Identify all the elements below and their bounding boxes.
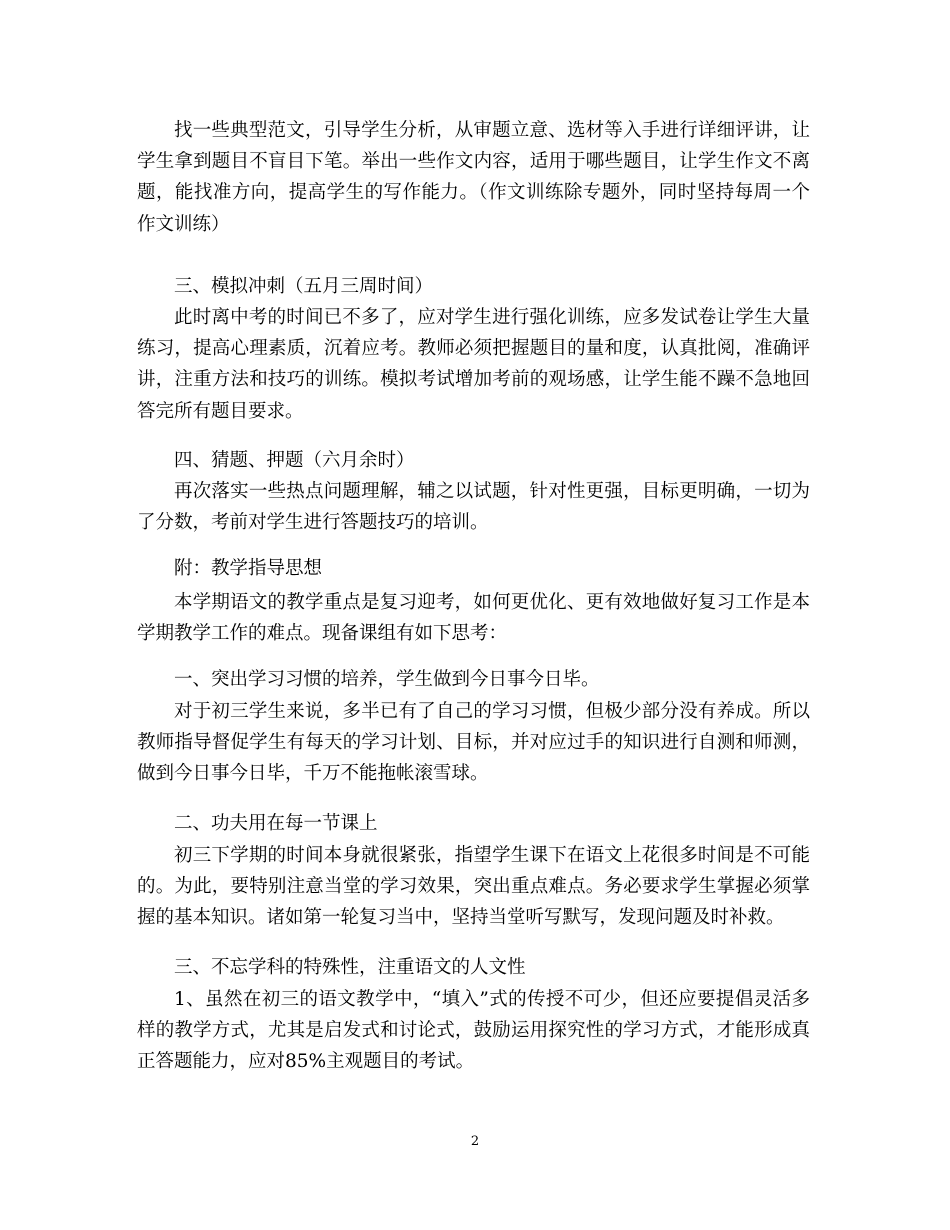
paragraph-teaching-methods: 1、虽然在初三的语文教学中，“填入”式的传授不可少，但还应要提倡灵活多样的教学方式，尤其是启发式和讨论式，鼓励运用探究性的学习方式，才能形成真正答题能力，应对85%主观题目的考试。 (137, 989, 810, 1073)
heading-mock-sprint: 三、模拟冲刺（五月三周时间） (174, 276, 434, 297)
heading-study-habits: 一、突出学习习惯的培养，学生做到今日事今日毕。 (174, 669, 600, 690)
paragraph-mock-sprint: 此时离中考的时间已不多了，应对学生进行强化训练，应多发试卷让学生大量练习，提高心理素质，沉着应考。教师必须把握题目的量和度，认真批阅，准确评讲，注重方法和技巧的训练。模拟考试增加考前的观场感，让学生能不躁不急地回答完所有题目要求。 (137, 307, 810, 422)
paragraph-semester-focus: 本学期语文的教学重点是复习迎考，如何更优化、更有效地做好复习工作是本学期教学工作的难点。现备课组有如下思考： (137, 592, 810, 645)
paragraph-every-class: 初三下学期的时间本身就很紧张，指望学生课下在语文上花很多时间是不可能的。为此，要特别注意当堂的学习效果，突出重点难点。务必要求学生掌握必须掌握的基本知识。诸如第一轮复习当中，坚持当堂听写默写，发现问题及时补救。 (137, 845, 810, 929)
page-number: 2 (470, 1134, 480, 1149)
heading-every-class: 二、功夫用在每一节课上 (174, 813, 378, 834)
heading-guess-questions: 四、猜题、押题（六月余时） (174, 450, 415, 471)
heading-humanistic-nature: 三、不忘学科的特殊性，注重语文的人文性 (174, 957, 526, 978)
heading-teaching-guidance: 附：教学指导思想 (174, 558, 323, 579)
paragraph-model-essays: 找一些典型范文，引导学生分析，从审题立意、选材等入手进行详细评讲，让学生拿到题目不盲目下笔。举出一些作文内容，适用于哪些题目，让学生作文不离题，能找准方向，提高学生的写作能力。（作文训练除专题外，同时坚持每周一个作文训练） (137, 120, 810, 235)
paragraph-guess-questions: 再次落实一些热点问题理解，辅之以试题，针对性更强，目标更明确，一切为了分数，考前对学生进行答题技巧的培训。 (137, 481, 810, 534)
paragraph-study-habits: 对于初三学生来说，多半已有了自己的学习习惯，但极少部分没有养成。所以教师指导督促学生有每天的学习计划、目标，并对应过手的知识进行自测和师测，做到今日事今日毕，千万不能拖帐滚雪球。 (137, 701, 810, 785)
